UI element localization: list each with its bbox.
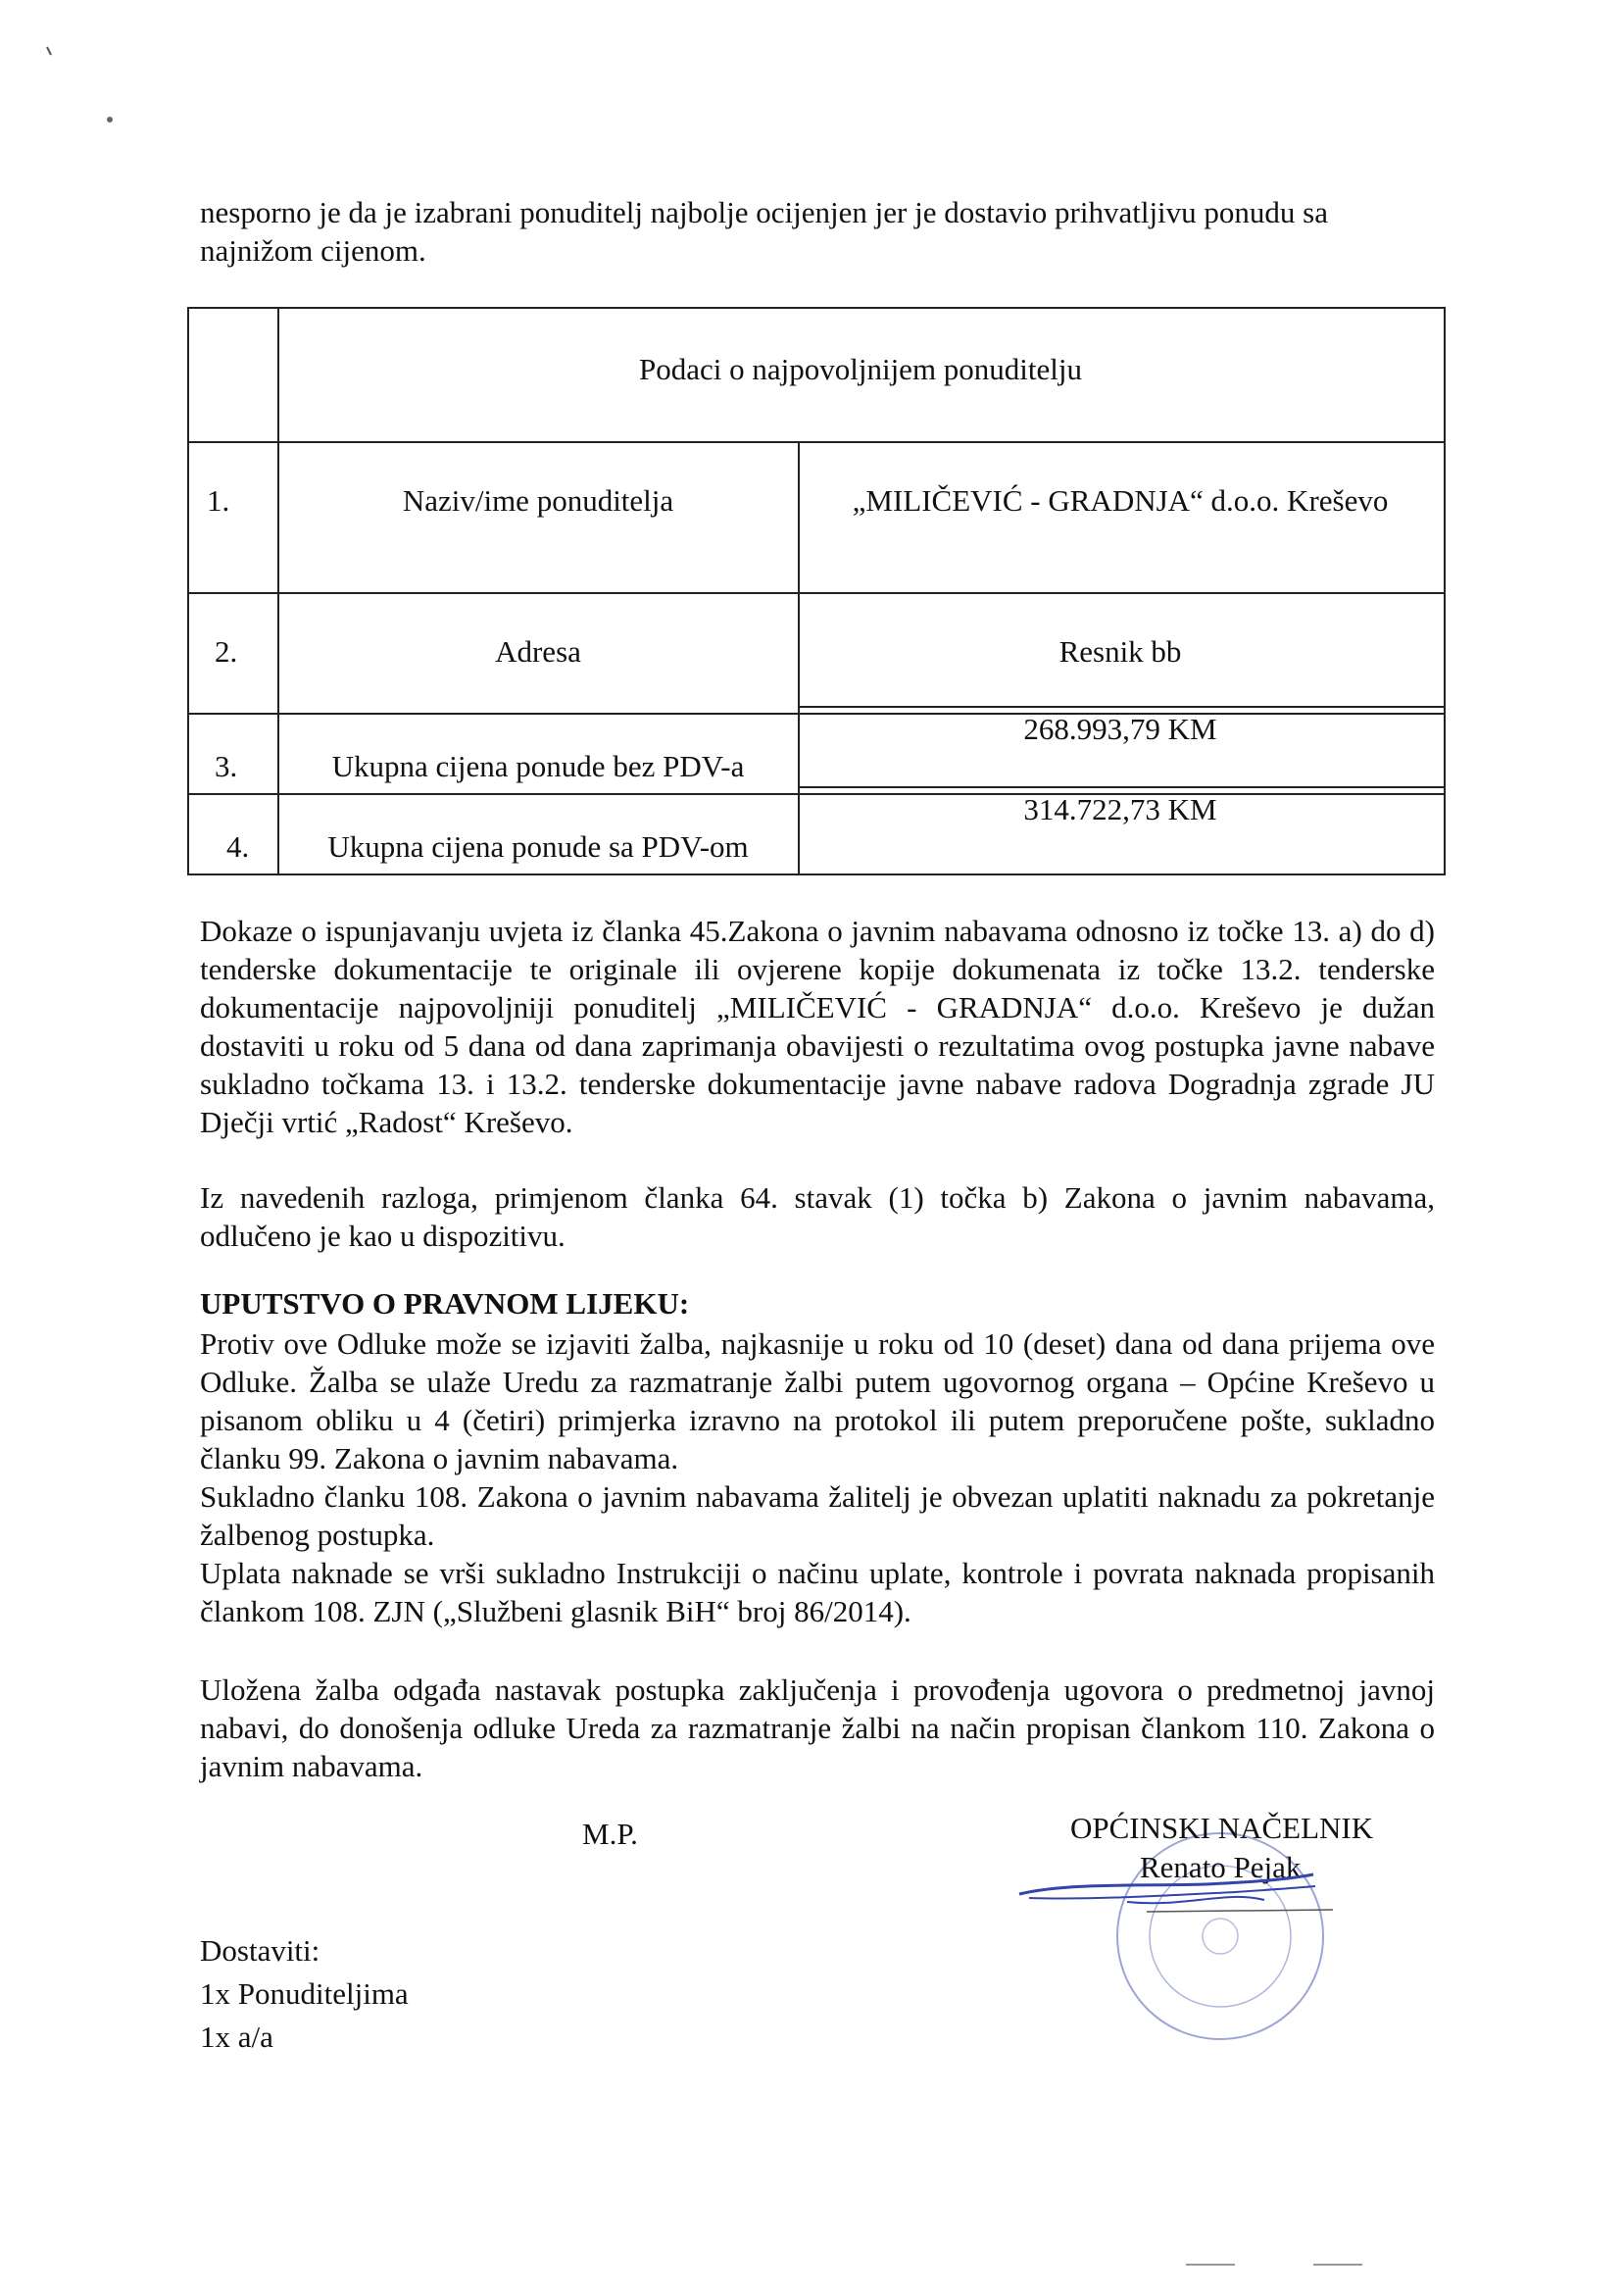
row-label: Adresa bbox=[495, 634, 581, 669]
bidder-table bbox=[187, 307, 1446, 875]
row-label: Naziv/ime ponuditelja bbox=[402, 483, 674, 518]
legal-paragraph: Protiv ove Odluke može se izjaviti žalba, najkasnije u roku od 10 (deset) dana od dana prijema ove Odluke. Žalba se ulaže Uredu za razmatranje žalbi putem ugovornog organa – Općine Kreševo u pisanom obliku u 4 (četiri) primjerka izravno na protokol ili putem preporučene pošte, sukladno članku 99. Zakona o javnim nabavama. bbox=[200, 1326, 1435, 1475]
row-value: „MILIČEVIĆ - GRADNJA“ d.o.o. Kreševo bbox=[852, 483, 1389, 518]
legal-paragraph: Sukladno članku 108. Zakona o javnim nabavama žalitelj je obvezan uplatiti naknadu za pokretanje žalbenog postupka. bbox=[200, 1479, 1435, 1552]
row-number: 4. bbox=[226, 829, 250, 864]
row-value: Resnik bb bbox=[1058, 634, 1182, 669]
delivery-item: 1x a/a bbox=[200, 2020, 273, 2054]
row-number: 2. bbox=[215, 634, 238, 669]
signatory-title: OPĆINSKI NAČELNIK bbox=[1070, 1811, 1374, 1845]
delivery-label: Dostaviti: bbox=[200, 1933, 320, 1968]
row-number: 1. bbox=[207, 483, 230, 518]
row-label: Ukupna cijena ponude bez PDV-a bbox=[331, 749, 745, 783]
scan-marks bbox=[39, 39, 137, 127]
legal-remedy-text bbox=[200, 1324, 1435, 1630]
evidence-paragraph: Dokaze o ispunjavanju uvjeta iz članka 45.Zakona o javnim nabavama odnosno iz točke 13. a) do d) tenderske dokumentacije te originale ili ovjerene kopije dokumenata iz točke 13.2. tenderske dokumentacije najpovoljniji ponuditelj „MILIČEVIĆ - GRADNJA“ d.o.o. Kreševo je dužan dostaviti u roku od 5 dana od dana zaprimanja obavijesti o rezultatima ovog postupka javne nabave sukladno točkama 13. i 13.2. tenderske dokumentacije javne nabave radova Dogradnja zgrade JU Dječji vrtić „Radost“ Kreševo. bbox=[200, 914, 1435, 1139]
legal-remedy-heading: UPUTSTVO O PRAVNOM LIJEKU: bbox=[200, 1286, 690, 1321]
row-value: 314.722,73 KM bbox=[1023, 792, 1217, 826]
signatory-name: Renato Pejak bbox=[1140, 1850, 1302, 1884]
handwritten-signature bbox=[1009, 1843, 1333, 1941]
row-number: 3. bbox=[215, 749, 238, 783]
delivery-item: 1x Ponuditeljima bbox=[200, 1976, 409, 2011]
row-label: Ukupna cijena ponude sa PDV-om bbox=[327, 829, 749, 864]
legal-paragraph: Uplata naknade se vrši sukladno Instrukciji o načinu uplate, kontrole i povrata naknada propisanih člankom 108. ZJN („Službeni glasnik BiH“ broj 86/2014). bbox=[200, 1556, 1435, 1628]
table-header: Podaci o najpovoljnijem ponuditelju bbox=[638, 352, 1083, 386]
seal-place: M.P. bbox=[582, 1817, 638, 1851]
appeal-paragraph: Uložena žalba odgađa nastavak postupka zaključenja i provođenja ugovora o predmetnoj javnoj nabavi, do donošenja odluke Ureda za razmatranje žalbi na način propisan člankom 110. Zakona o javnim nabavama. bbox=[200, 1672, 1435, 1783]
intro-paragraph: nesporno je da je izabrani ponuditelj najbolje ocijenjen jer je dostavio prihvatljivu ponudu sa najnižom cijenom. bbox=[200, 195, 1328, 268]
scan-artifact bbox=[1176, 2255, 1372, 2274]
delivery-list bbox=[200, 1929, 409, 2059]
conclusion-paragraph: Iz navedenih razloga, primjenom članka 64. stavak (1) točka b) Zakona o javnim nabavama, odlučeno je kao u dispozitivu. bbox=[200, 1180, 1435, 1253]
row-value: 268.993,79 KM bbox=[1023, 712, 1217, 746]
